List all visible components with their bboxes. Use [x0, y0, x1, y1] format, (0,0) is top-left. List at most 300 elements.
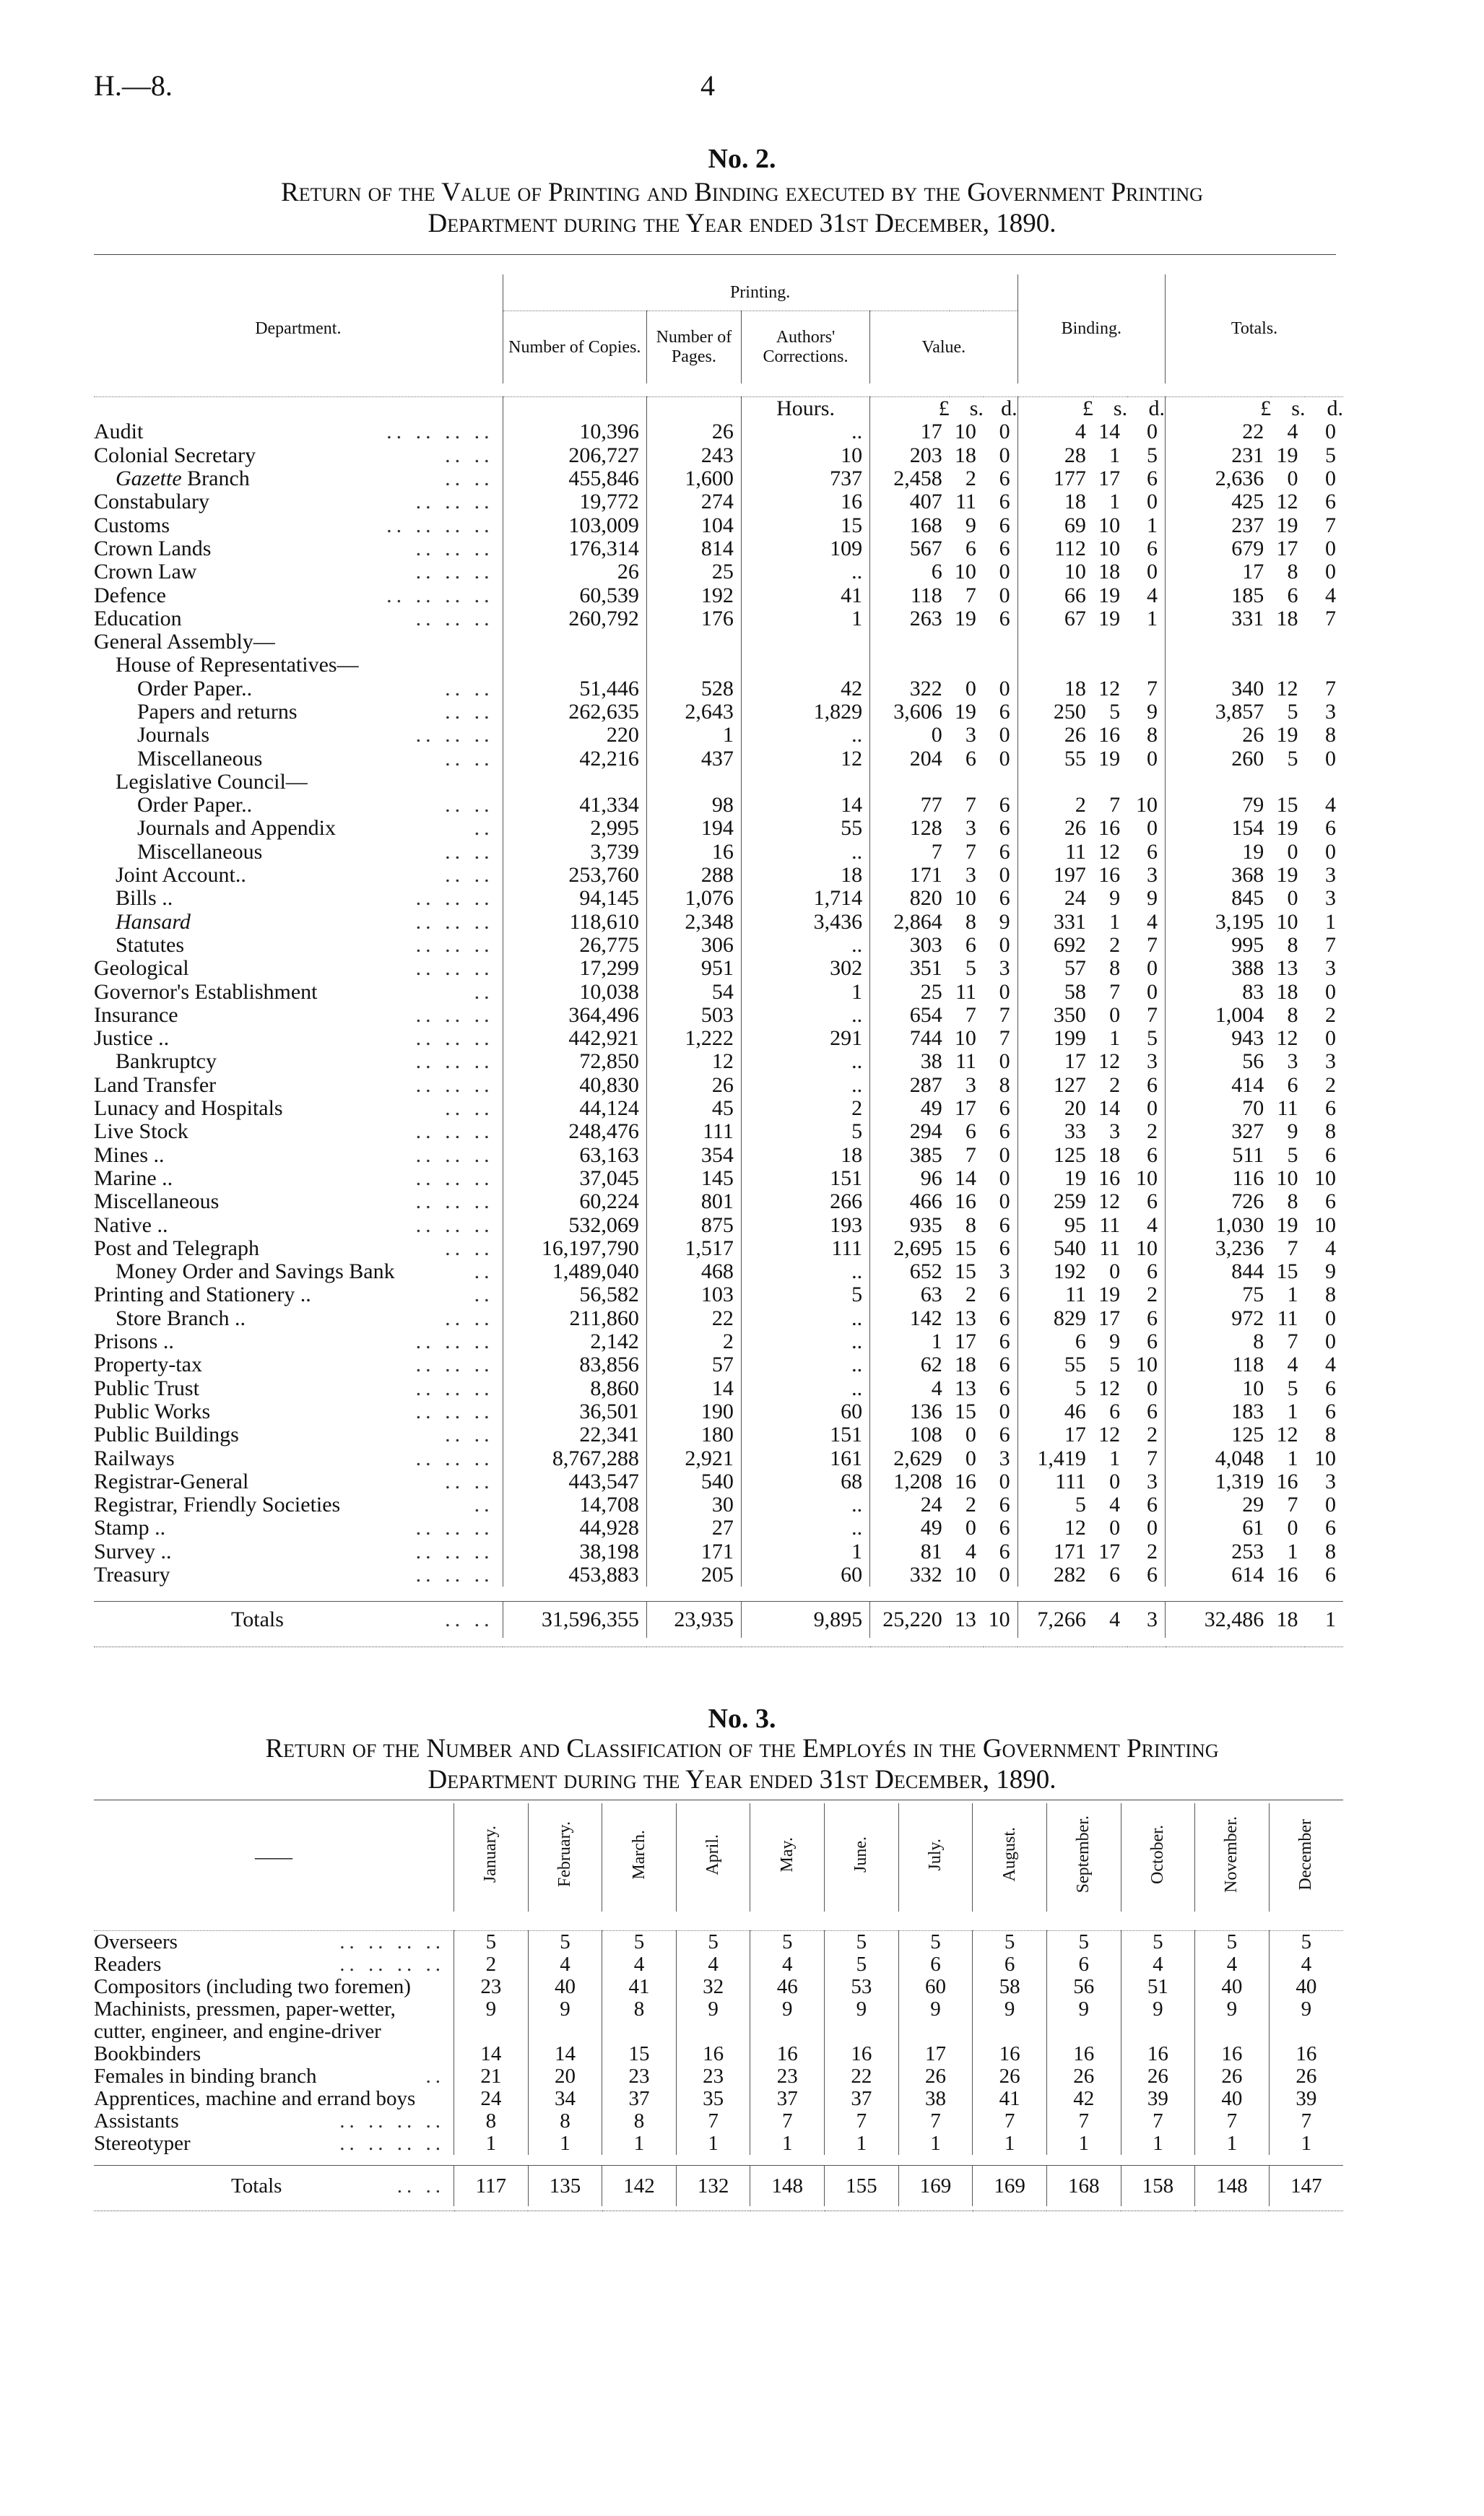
month-count: 37 [825, 2088, 899, 2110]
month-count: 14 [454, 2043, 529, 2065]
department-name: Survey .. [94, 1539, 172, 1563]
department-cell [94, 630, 503, 654]
t-pounds-cell: 154 [1166, 817, 1272, 840]
department-name: Printing and Stationery .. [94, 1283, 311, 1307]
table3-title-line2: Department during the Year ended 31st December, 1890. [428, 1765, 1056, 1795]
leader-dots: .. .. [445, 1306, 494, 1330]
copies-cell: 60,539 [503, 584, 646, 607]
copies-cell: 8,860 [503, 1376, 646, 1400]
copies-cell: 253,760 [503, 864, 646, 887]
hours-cell: .. [741, 420, 869, 443]
classification-cell [94, 2043, 454, 2065]
v-pounds-cell: 49 [870, 1517, 950, 1540]
department-name: Colonial Secretary [94, 443, 256, 467]
t-shillings-cell: 15 [1276, 793, 1298, 817]
t-shillings-cell: 5 [1287, 700, 1298, 724]
t-shillings-cell: 16 [1276, 1562, 1298, 1587]
department-cell [94, 1074, 503, 1097]
t-pence-cell: 10 [1314, 1446, 1336, 1470]
department-name: Public Works [94, 1399, 211, 1423]
t-shillings-cell: 0 [1287, 1516, 1298, 1540]
header-copies: Number of Copies. [503, 311, 646, 384]
v-pence-cell: 6 [999, 1096, 1010, 1121]
month-count: 5 [602, 1931, 677, 1954]
copies-cell: 211,860 [503, 1307, 646, 1330]
leader-dots: .. .. .. .. [339, 1930, 446, 1953]
table-row [94, 700, 1343, 724]
table-row [94, 2110, 1343, 2133]
table3-number: No. 3. [708, 1704, 776, 1734]
b-shillings-cell: 17 [1098, 467, 1121, 491]
copies-cell: 83,856 [503, 1353, 646, 1376]
month-count: 1 [528, 2133, 602, 2155]
b-pounds-cell: 192 [1017, 1260, 1093, 1283]
copies-cell: 56,582 [503, 1283, 646, 1306]
month-count: 9 [750, 1998, 825, 2043]
month-count: 23 [676, 2065, 750, 2088]
table-row [94, 1563, 1343, 1587]
v-shillings-cell: 7 [965, 583, 976, 607]
v-pounds-cell: 1 [870, 1330, 950, 1353]
b-shillings-cell: 12 [1098, 1049, 1121, 1074]
t-pounds-cell: 79 [1166, 794, 1272, 817]
v-pence-cell: 6 [999, 467, 1010, 491]
total-pages: 23,935 [646, 1602, 741, 1639]
v-pence-cell: 6 [999, 1119, 1010, 1144]
t-shillings-cell: 15 [1276, 1259, 1298, 1284]
department-cell [94, 1470, 503, 1493]
b-pounds-cell: 67 [1017, 607, 1093, 630]
t-shillings-cell: 7 [1287, 1493, 1298, 1517]
v-pence-cell [984, 771, 1017, 794]
v-pence-cell: 6 [999, 490, 1010, 514]
pages-cell: 27 [646, 1517, 741, 1540]
b-pounds-cell: 18 [1017, 490, 1093, 513]
b-pounds-cell: 5 [1017, 1376, 1093, 1400]
department-name: Live Stock [94, 1119, 188, 1144]
v-pence-cell: 6 [999, 1283, 1010, 1307]
b-pence-cell: 10 [1136, 1166, 1158, 1190]
b-shillings-cell: 0 [1109, 1516, 1121, 1540]
totals-label: Totals [231, 1608, 284, 1632]
b-shillings-cell: 6 [1109, 1399, 1121, 1423]
t-pounds-cell: 253 [1166, 1540, 1272, 1563]
v-pounds-cell: 6 [870, 560, 950, 584]
leader-dots: .. .. .. [415, 606, 494, 630]
v-pounds-cell: 935 [870, 1213, 950, 1236]
month-count: 40 [1269, 1976, 1343, 1998]
b-pence-cell: 3 [1147, 1049, 1158, 1074]
month-header [1046, 1803, 1121, 1912]
hours-cell: .. [741, 1307, 869, 1330]
b-shillings-cell: 8 [1109, 956, 1121, 981]
copies-cell: 103,009 [503, 513, 646, 537]
hours-cell: 266 [741, 1190, 869, 1213]
hours-cell: 18 [741, 1144, 869, 1167]
month-count: 9 [1121, 1998, 1195, 2043]
month-count: 5 [898, 1931, 973, 1954]
month-header [602, 1803, 677, 1912]
v-pounds-cell: 332 [870, 1563, 950, 1587]
month-label: July. [925, 1838, 945, 1871]
leader-dots: .. .. .. [415, 886, 494, 911]
table-row [94, 1446, 1343, 1470]
copies-cell: 63,163 [503, 1144, 646, 1167]
v-shillings-cell: 5 [965, 956, 976, 981]
t-pence-cell: 0 [1325, 467, 1336, 491]
t-pence-cell: 6 [1325, 1189, 1336, 1214]
month-count: 24 [454, 2088, 529, 2110]
v-pence-cell: 6 [999, 1493, 1010, 1517]
b-pounds-cell: 58 [1017, 980, 1093, 1003]
department-cell [94, 444, 503, 467]
month-count: 9 [898, 1998, 973, 2043]
copies-cell: 10,038 [503, 980, 646, 1003]
month-count: 39 [1269, 2088, 1343, 2110]
b-shillings-cell: 17 [1098, 1539, 1121, 1563]
department-name: Justice .. [94, 1026, 170, 1051]
b-pence-cell: 10 [1136, 793, 1158, 817]
t-pence-cell: 7 [1325, 676, 1336, 700]
t-pence-cell: 4 [1325, 793, 1336, 817]
department-cell [94, 560, 503, 584]
department-name: Crown Law [94, 560, 197, 584]
leader-dots: .. .. [445, 1096, 494, 1121]
v-pounds-cell: 407 [870, 490, 950, 513]
table-bottom-rule [94, 2206, 1343, 2211]
v-pounds-cell: 171 [870, 864, 950, 887]
v-pence-cell: 6 [999, 839, 1010, 864]
v-pence-cell: 6 [999, 793, 1010, 817]
department-cell [94, 467, 503, 490]
v-pounds-cell: 49 [870, 1097, 950, 1120]
v-shillings-cell: 16 [954, 1469, 976, 1493]
copies-cell: 26,775 [503, 934, 646, 957]
month-count: 8 [602, 2110, 677, 2133]
department-name: Papers and returns [137, 700, 298, 724]
leader-dots: .. .. .. [415, 1142, 494, 1167]
v-shillings-cell: 3 [965, 723, 976, 747]
b-pounds-cell: 4 [1017, 420, 1093, 443]
b-pounds-cell: 171 [1017, 1540, 1093, 1563]
department-cell [94, 934, 503, 957]
t-pounds-cell: 26 [1166, 724, 1272, 747]
month-header [750, 1803, 825, 1912]
table-row [94, 654, 1343, 677]
t-shillings-cell: 3 [1287, 1049, 1298, 1074]
b-shillings-cell: 1 [1109, 909, 1121, 934]
table-row [94, 1213, 1343, 1236]
month-total: 158 [1121, 2166, 1195, 2207]
v-shillings-cell: 19 [954, 606, 976, 630]
copies-cell: 443,547 [503, 1470, 646, 1493]
hours-cell: 60 [741, 1563, 869, 1587]
t-pence-cell: 6 [1325, 1399, 1336, 1423]
copies-cell: 14,708 [503, 1493, 646, 1517]
v-pounds-cell: 108 [870, 1423, 950, 1446]
v-shillings-cell: 17 [954, 1096, 976, 1121]
header-value: Value. [870, 311, 1017, 384]
month-count: 16 [825, 2043, 899, 2065]
month-count: 6 [1046, 1953, 1121, 1976]
month-count: 8 [528, 2110, 602, 2133]
month-count: 5 [1195, 1931, 1270, 1954]
department-name: Public Buildings [94, 1423, 239, 1447]
month-count: 5 [1121, 1931, 1195, 1954]
b-pence-cell: 5 [1147, 1026, 1158, 1051]
department-name: Treasury [94, 1562, 170, 1587]
b-pence-cell: 7 [1147, 1002, 1158, 1027]
b-pounds-cell [1017, 771, 1093, 794]
month-count: 4 [528, 1953, 602, 1976]
classification-cell [94, 2133, 454, 2155]
t-pence-cell [1305, 654, 1343, 677]
total-t-pounds: 32,486 [1166, 1602, 1272, 1639]
month-label: January. [481, 1826, 500, 1883]
b-shillings-cell: 12 [1098, 1423, 1121, 1447]
b-pounds-cell: 1,419 [1017, 1446, 1093, 1470]
v-shillings-cell: 11 [955, 1049, 976, 1074]
header-pages: Number of Pages. [646, 311, 741, 384]
month-count: 16 [973, 2043, 1047, 2065]
leader-dots: .. .. [445, 863, 494, 888]
month-count: 51 [1121, 1976, 1195, 1998]
month-count: 60 [898, 1976, 973, 1998]
b-pounds-cell: 66 [1017, 584, 1093, 607]
month-total: 142 [602, 2166, 677, 2207]
v-pence-cell: 6 [999, 1329, 1010, 1354]
classification-label: Stereotyper [94, 2132, 191, 2155]
t-pounds-cell [1166, 771, 1272, 794]
department-cell [94, 677, 503, 700]
hours-cell: 109 [741, 537, 869, 560]
month-header [528, 1803, 602, 1912]
month-count: 26 [898, 2065, 973, 2088]
pages-cell: 192 [646, 584, 741, 607]
copies-cell: 40,830 [503, 1074, 646, 1097]
v-pounds-cell: 142 [870, 1307, 950, 1330]
t-pence-cell: 0 [1325, 979, 1336, 1004]
department-cell [94, 864, 503, 887]
table-row [94, 1307, 1343, 1330]
leader-dots: .. [474, 979, 494, 1004]
pages-cell: 1,517 [646, 1237, 741, 1260]
t-shillings-cell: 5 [1287, 746, 1298, 771]
month-header [898, 1803, 973, 1912]
b-shillings-cell: 0 [1109, 1002, 1121, 1027]
hours-cell: 3,436 [741, 911, 869, 934]
t-pounds-cell: 414 [1166, 1074, 1272, 1097]
department-name: Railways [94, 1446, 175, 1470]
v-shillings-cell [950, 654, 984, 677]
unit-pounds: £ [870, 397, 950, 421]
b-shillings-cell: 10 [1098, 513, 1121, 537]
t-pence-cell: 3 [1325, 1469, 1336, 1493]
unit-shillings: s. [1291, 396, 1306, 421]
month-header [1121, 1803, 1195, 1912]
copies-cell: 1,489,040 [503, 1260, 646, 1283]
classification-cell [94, 2088, 454, 2110]
classification-cell [94, 1976, 454, 1998]
t-shillings-cell: 5 [1287, 1142, 1298, 1167]
department-cell [94, 1097, 503, 1120]
pages-cell: 951 [646, 957, 741, 980]
v-shillings-cell: 13 [954, 1376, 976, 1400]
t-pounds-cell: 331 [1166, 607, 1272, 630]
pages-cell: 98 [646, 794, 741, 817]
b-pounds-cell: 17 [1017, 1423, 1093, 1446]
table-row [94, 1237, 1343, 1260]
b-pounds-cell: 19 [1017, 1167, 1093, 1190]
classification-label: Compositors (including two foremen) [94, 1975, 411, 1998]
leader-dots: .. [474, 1493, 494, 1517]
department-cell [94, 887, 503, 910]
t-pounds-cell: 125 [1166, 1423, 1272, 1446]
b-pounds-cell: 33 [1017, 1120, 1093, 1143]
copies-cell: 38,198 [503, 1540, 646, 1563]
b-shillings-cell: 19 [1098, 583, 1121, 607]
v-pence-cell: 6 [999, 513, 1010, 537]
t-pence-cell: 9 [1325, 1259, 1336, 1284]
department-name: Journals and Appendix [137, 816, 336, 841]
month-count: 1 [454, 2133, 529, 2155]
b-shillings-cell: 5 [1109, 1353, 1121, 1377]
table-row [94, 1260, 1343, 1283]
hours-cell: 151 [741, 1167, 869, 1190]
month-count: 4 [1121, 1953, 1195, 1976]
month-header [1195, 1803, 1270, 1912]
t-shillings-cell: 1 [1287, 1399, 1298, 1423]
month-label: December [1296, 1818, 1316, 1891]
department-name: Marine .. [94, 1166, 173, 1190]
table-row [94, 1353, 1343, 1376]
leader-dots: .. .. .. [415, 1002, 494, 1027]
month-count: 7 [825, 2110, 899, 2133]
department-name: Money Order and Savings Bank [116, 1259, 395, 1284]
b-pence-cell [1127, 630, 1165, 654]
pages-cell: 190 [646, 1400, 741, 1423]
month-count: 5 [676, 1931, 750, 1954]
t-pence-cell: 1 [1325, 909, 1336, 934]
b-pence-cell: 7 [1147, 1446, 1158, 1470]
department-name: Governor's Establishment [94, 979, 318, 1004]
table-row [94, 1400, 1343, 1423]
t-pounds-cell: 56 [1166, 1050, 1272, 1073]
month-count: 1 [1269, 2133, 1343, 2155]
b-shillings-cell: 2 [1109, 1072, 1121, 1097]
b-pounds-cell: 95 [1017, 1213, 1093, 1236]
b-pence-cell: 0 [1147, 1516, 1158, 1540]
month-count: 23 [454, 1976, 529, 1998]
leader-dots: .. .. [445, 746, 494, 771]
b-shillings-cell: 1 [1109, 443, 1121, 467]
t-shillings-cell: 8 [1287, 932, 1298, 957]
header-printing: Printing. [503, 274, 1017, 311]
v-shillings-cell: 15 [954, 1399, 976, 1423]
table-row [94, 1953, 1343, 1976]
b-pounds-cell: 20 [1017, 1097, 1093, 1120]
department-name: Defence [94, 583, 166, 607]
copies-cell: 36,501 [503, 1400, 646, 1423]
totals-label-cell [94, 1602, 503, 1639]
month-count: 16 [1121, 2043, 1195, 2065]
copies-cell: 26 [503, 560, 646, 584]
hours-cell: 16 [741, 490, 869, 513]
b-pounds-cell: 2 [1017, 794, 1093, 817]
t-shillings-cell: 19 [1276, 513, 1298, 537]
hours-cell: 41 [741, 584, 869, 607]
table-row [94, 1097, 1343, 1120]
v-shillings-cell: 10 [954, 886, 976, 911]
b-shillings-cell: 19 [1098, 746, 1121, 771]
hours-cell: .. [741, 1376, 869, 1400]
t-pence-cell: 6 [1325, 1096, 1336, 1121]
v-pounds-cell [870, 654, 950, 677]
t-shillings-cell: 11 [1277, 1096, 1298, 1121]
b-pounds-cell: 259 [1017, 1190, 1093, 1213]
v-pounds-cell: 567 [870, 537, 950, 560]
hours-cell: .. [741, 1330, 869, 1353]
v-pence-cell: 6 [999, 1213, 1010, 1237]
department-cell [94, 771, 503, 794]
t-pounds-cell: 425 [1166, 490, 1272, 513]
b-pence-cell: 2 [1147, 1283, 1158, 1307]
month-total: 147 [1269, 2166, 1343, 2207]
t-shillings-cell: 7 [1287, 1329, 1298, 1354]
t-shillings-cell: 1 [1287, 1283, 1298, 1307]
b-shillings-cell [1093, 771, 1127, 794]
department-cell [94, 607, 503, 630]
v-shillings-cell: 11 [955, 490, 976, 514]
month-label: November. [1222, 1816, 1241, 1893]
department-name: Constabulary [94, 490, 209, 514]
table-row [94, 771, 1343, 794]
v-shillings-cell: 8 [965, 909, 976, 934]
table-row [94, 1423, 1343, 1446]
copies-cell: 94,145 [503, 887, 646, 910]
header-department: Department. [255, 319, 342, 338]
department-name: Order Paper.. [137, 676, 253, 700]
b-pounds-cell [1017, 630, 1093, 654]
month-label: May. [777, 1836, 797, 1873]
v-pence-cell: 6 [999, 1353, 1010, 1377]
t-shillings-cell: 18 [1276, 606, 1298, 630]
t-pence-cell [1305, 630, 1343, 654]
v-shillings-cell: 18 [954, 443, 976, 467]
total-copies: 31,596,355 [503, 1602, 646, 1639]
department-cell [94, 1167, 503, 1190]
table-row [94, 560, 1343, 584]
leader-dots: .. [474, 1283, 494, 1307]
b-shillings-cell: 16 [1098, 1166, 1121, 1190]
v-pounds-cell: 2,458 [870, 467, 950, 490]
copies-cell: 206,727 [503, 444, 646, 467]
t-pounds-cell: 17 [1166, 560, 1272, 584]
hours-cell: 737 [741, 467, 869, 490]
table-row [94, 420, 1343, 443]
hours-cell: .. [741, 1050, 869, 1073]
month-count: 38 [898, 2088, 973, 2110]
t-pence-cell: 6 [1325, 816, 1336, 841]
leader-dots: .. .. .. .. [339, 2132, 446, 2155]
b-pounds-cell: 69 [1017, 513, 1093, 537]
leader-dots: .. .. .. [415, 932, 494, 957]
t-pence-cell: 0 [1325, 1306, 1336, 1330]
b-shillings-cell: 11 [1099, 1236, 1121, 1260]
month-label: June. [851, 1836, 871, 1873]
leader-dots: .. [474, 816, 494, 841]
v-pounds-cell: 2,695 [870, 1237, 950, 1260]
